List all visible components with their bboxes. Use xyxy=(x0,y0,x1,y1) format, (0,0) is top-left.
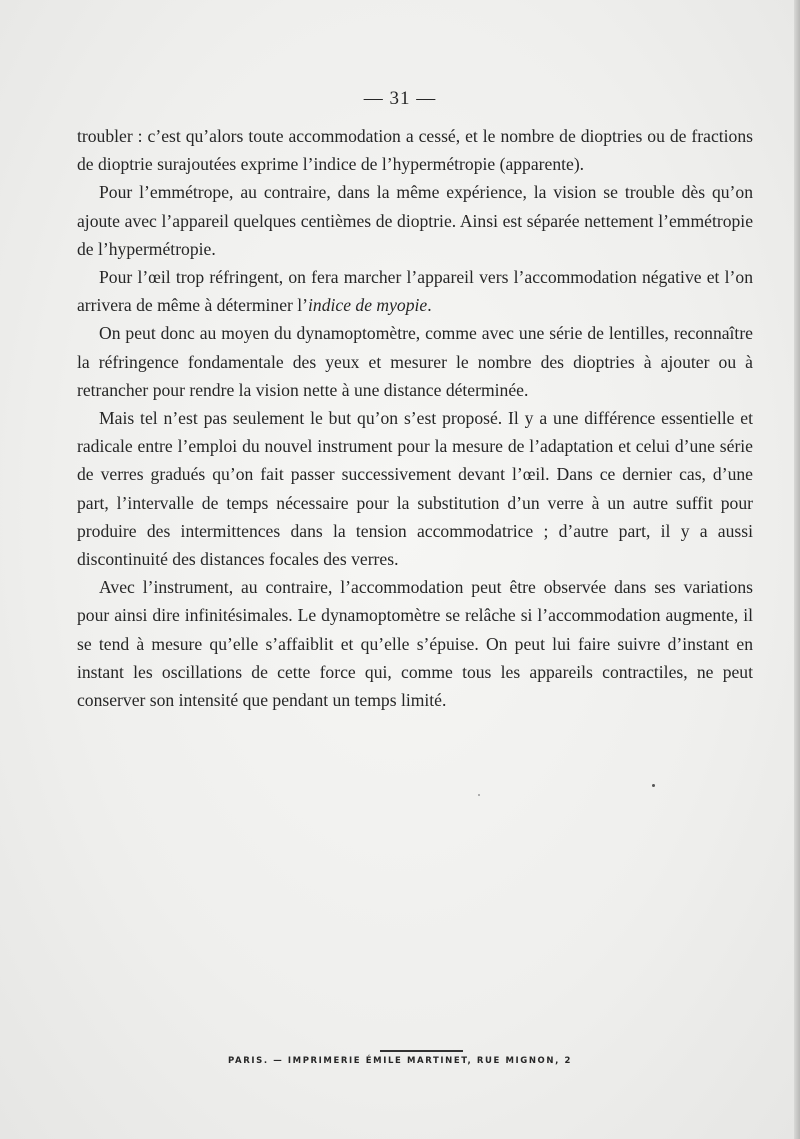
page-number: — 31 — xyxy=(363,88,437,109)
paragraph-1: troubler : c’est qu’alors toute accommodation a cessé, et le nombre de dioptries ou de fractions de dioptrie surajoutées exprime l’indice de l’hypermétropie (apparente). xyxy=(77,126,753,175)
page-edge-shadow xyxy=(794,0,800,1139)
ink-speck xyxy=(478,794,480,796)
ink-speck xyxy=(652,784,655,787)
paragraph-3-italic-term: indice de myopie xyxy=(308,295,428,316)
footer-rule xyxy=(380,1050,463,1052)
paragraph-3 xyxy=(77,263,753,319)
paragraph-6: Avec l’instrument, au contraire, l’accommodation peut être observée dans ses variations pour ainsi dire infinitésimales. Le dynamoptomètre se relâche si l’accommodation augmente, il se tend à mesure qu’elle s’affaiblit et qu’elle s’épuise. On peut lui faire suivre d’instant en instant les oscillations de cette force qui, comme tous les appareils contractiles, ne peut conserver son intensité que pendant un temps limité. xyxy=(77,577,753,711)
paragraph-5: Mais tel n’est pas seulement le but qu’on s’est proposé. Il y a une différence essentielle et radicale entre l’emploi du nouvel instrument pour la mesure de l’adaptation et celui d’une série de verres gradués qu’on fait passer successivement devant l’œil. Dans ce dernier cas, d’une part, l’intervalle de temps nécessaire pour la substitution d’un verre à un autre suffit pour produire des intermittences dans la tension accommodatrice ; d’autre part, il y a aussi discontinuité des distances focales des verres. xyxy=(77,408,753,570)
paragraph-3-end: . xyxy=(427,295,432,316)
paragraph-4: On peut donc au moyen du dynamoptomètre, comme avec une série de lentilles, reconnaître la réfringence fondamentale des yeux et mesurer le nombre des dioptries à ajouter ou à retrancher pour rendre la vision nette à une distance déterminée. xyxy=(77,323,753,400)
printer-imprint: PARIS. — IMPRIMERIE ÉMILE MARTINET, RUE MIGNON, 2 xyxy=(227,1056,573,1066)
body-text xyxy=(77,122,753,714)
paragraph-3-text: Pour l’œil trop réfringent, on fera marcher l’appareil vers l’accommodation négative et l’on arrivera de même à déterminer l’ xyxy=(77,267,753,316)
paragraph-2: Pour l’emmétrope, au contraire, dans la même expérience, la vision se trouble dès qu’on ajoute avec l’appareil quelques centièmes de dioptrie. Ainsi est séparée nettement l’emmétropie de l’hypermétropie. xyxy=(77,182,753,259)
